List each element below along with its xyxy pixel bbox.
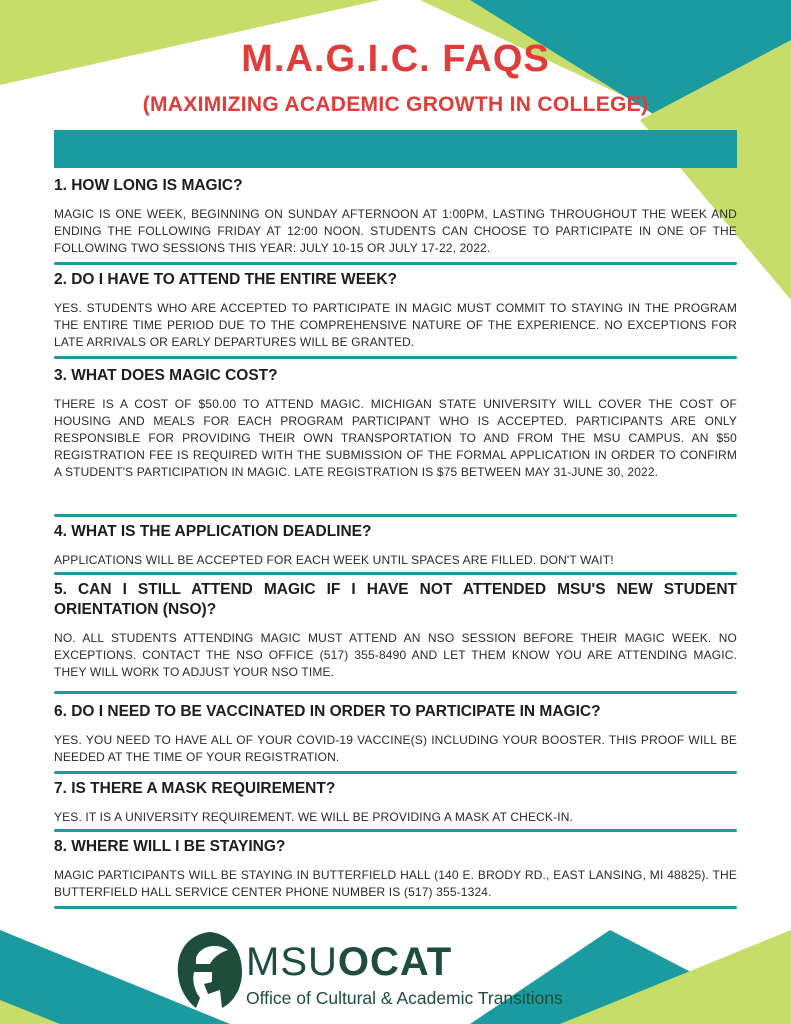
faq-question: 8. WHERE WILL I BE STAYING?	[54, 838, 286, 855]
faq-question: 6. DO I NEED TO BE VACCINATED IN ORDER TO PARTICIPATE IN MAGIC?	[54, 703, 601, 720]
logo-msu-text: MSU	[246, 940, 338, 984]
faq-answer: YES. YOU NEED TO HAVE ALL OF YOUR COVID-19 VACCINE(S) INCLUDING YOUR BOOSTER. THIS PROOF WILL BE NEEDED AT THE TIME OF YOUR REGISTRATION.	[54, 733, 737, 764]
faq-answer: NO. ALL STUDENTS ATTENDING MAGIC MUST ATTEND AN NSO SESSION BEFORE THEIR MAGIC WEEK. NO EXCEPTIONS. CONTACT THE NSO OFFICE (517) 355-8490 AND LET THEM KNOW YOU ARE ATTENDING MAGIC. THEY WILL WORK TO ADJUST YOUR NSO TIME.	[54, 631, 737, 679]
faq-question: 7. IS THERE A MASK REQUIREMENT?	[54, 780, 336, 797]
faq-question: 4. WHAT IS THE APPLICATION DEADLINE?	[54, 523, 372, 540]
msu-ocat-logo	[170, 928, 630, 1014]
faq-answer: YES. STUDENTS WHO ARE ACCEPTED TO PARTICIPATE IN MAGIC MUST COMMIT TO STAYING IN THE PROGRAM THE ENTIRE TIME PERIOD DUE TO THE COMPREHENSIVE NATURE OF THE EXPERIENCE. NO EXCEPTIONS FOR LATE ARRIVALS OR EARLY DEPARTURES WILL BE GRANTED.	[54, 301, 737, 349]
spartan-helmet-icon	[170, 928, 250, 1014]
faq-item-2	[54, 270, 737, 351]
faq-answer: THERE IS A COST OF $50.00 TO ATTEND MAGIC. MICHIGAN STATE UNIVERSITY WILL COVER THE COST OF HOUSING AND MEALS FOR EACH PROGRAM PARTICIPANT WHO IS ACCEPTED. PARTICIPANTS ARE ONLY RESPONSIBLE FOR PROVIDING THEIR OWN TRANSPORTATION TO AND FROM THE MSU CAMPUS. AN $50 REGISTRATION FEE IS REQUIRED WITH THE SUBMISSION OF THE FORMAL APPLICATION IN ORDER TO CONFIRM A STUDENT'S PARTICIPATION IN MAGIC. LATE REGISTRATION IS $75 BETWEEN MAY 31-JUNE 30, 2022.	[54, 397, 737, 479]
faq-divider	[54, 771, 737, 774]
faq-divider	[54, 572, 737, 575]
faq-answer: YES. IT IS A UNIVERSITY REQUIREMENT. WE WILL BE PROVIDING A MASK AT CHECK-IN.	[54, 810, 574, 824]
logo-ocat-text: OCAT	[337, 940, 453, 984]
faq-item-3	[54, 366, 737, 481]
faq-answer: APPLICATIONS WILL BE ACCEPTED FOR EACH WEEK UNTIL SPACES ARE FILLED. DON'T WAIT!	[54, 553, 614, 567]
page-title: M.A.G.I.C. FAQS	[241, 38, 550, 80]
faq-divider	[54, 906, 737, 909]
faq-question: 2. DO I HAVE TO ATTEND THE ENTIRE WEEK?	[54, 271, 398, 288]
logo-wordmark	[246, 940, 452, 985]
faq-divider	[54, 356, 737, 359]
faq-item-7	[54, 779, 737, 826]
faq-divider	[54, 262, 737, 265]
faq-item-1	[54, 176, 737, 257]
faq-question: 3. WHAT DOES MAGIC COST?	[54, 367, 278, 384]
faq-item-6	[54, 702, 737, 766]
page-subtitle: (MAXIMIZING ACADEMIC GROWTH IN COLLEGE)	[142, 93, 649, 116]
faq-item-8	[54, 837, 737, 901]
faq-question: 1. HOW LONG IS MAGIC?	[54, 177, 243, 194]
faq-answer: MAGIC IS ONE WEEK, BEGINNING ON SUNDAY AFTERNOON AT 1:00PM, LASTING THROUGHOUT THE WEEK AND ENDING THE FOLLOWING FRIDAY AT 12:00 NOON. STUDENTS CAN CHOOSE TO PARTICIPATE IN ONE OF THE FOLLOWING TWO SESSIONS THIS YEAR: JULY 10-15 OR JULY 17-22, 2022.	[54, 207, 737, 255]
logo-office-name: Office of Cultural & Academic Transitions	[246, 988, 563, 1008]
header-teal-bar	[54, 130, 737, 168]
faq-item-5	[54, 580, 737, 681]
faq-answer: MAGIC PARTICIPANTS WILL BE STAYING IN BUTTERFIELD HALL (140 E. BRODY RD., EAST LANSING, MI 48825). THE BUTTERFIELD HALL SERVICE CENTER PHONE NUMBER IS (517) 355-1324.	[54, 868, 737, 899]
faq-divider	[54, 829, 737, 832]
faq-item-4	[54, 522, 737, 569]
faq-divider	[54, 691, 737, 694]
faq-question: 5. CAN I STILL ATTEND MAGIC IF I HAVE NOT ATTENDED MSU'S NEW STUDENT ORIENTATION (NSO)?	[54, 581, 737, 618]
faq-divider	[54, 514, 737, 517]
